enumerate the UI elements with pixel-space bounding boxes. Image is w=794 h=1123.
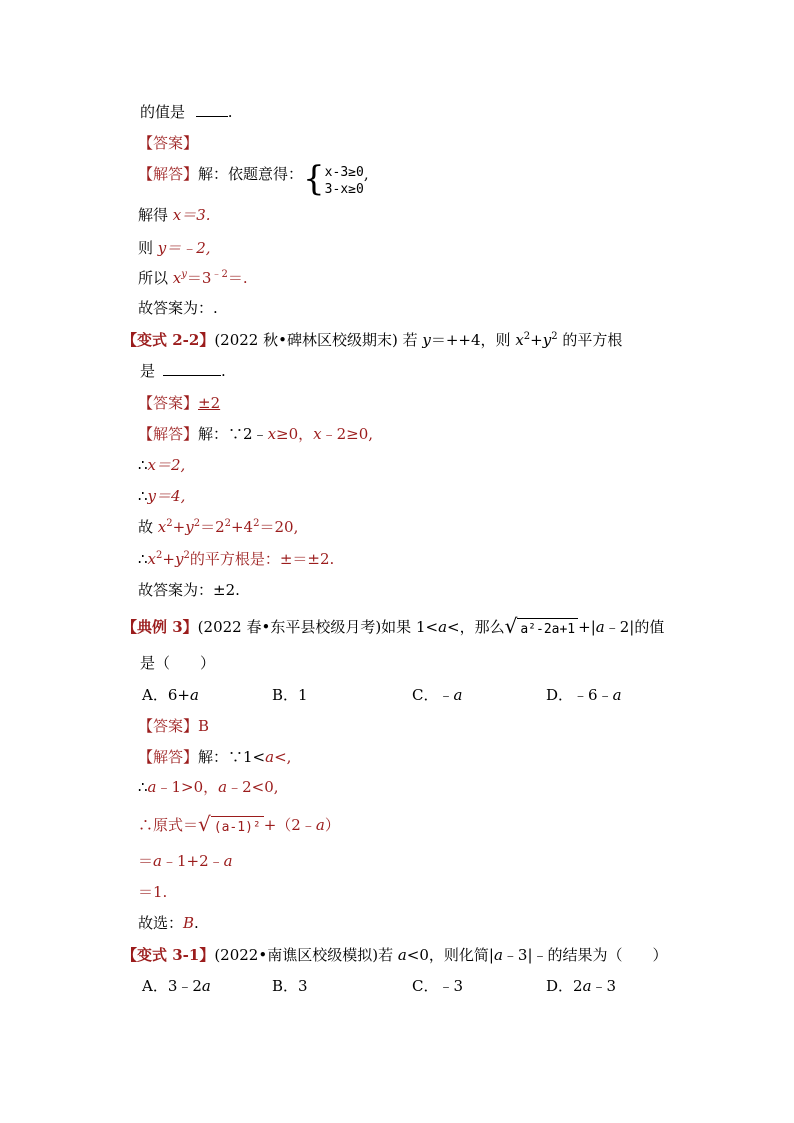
expr: ＝2 — [200, 518, 225, 536]
choice-label: B．1 — [272, 686, 308, 704]
var: a — [397, 946, 407, 964]
choice-c — [412, 685, 462, 705]
period: . — [227, 103, 233, 121]
solution-step — [138, 205, 211, 225]
solution-line — [138, 159, 369, 199]
solution-text: 解：依题意得： — [198, 165, 304, 183]
var: a — [201, 977, 211, 995]
problem-tag: 【变式 2-2】 — [122, 331, 215, 349]
exp: 2 — [224, 518, 231, 529]
problem-continuation — [140, 361, 226, 381]
solution-step: ＝1. — [138, 883, 168, 901]
final-answer: 故答案为：±2. — [138, 581, 240, 599]
expr: ﹣1>0， — [156, 778, 219, 796]
problem-source: (2022•南谯区校级模拟) — [214, 946, 379, 964]
expr: x＝2, — [147, 456, 186, 474]
q: 如果 1< — [381, 618, 439, 636]
text: 是 — [140, 362, 156, 380]
expr: +4 — [230, 518, 254, 536]
therefore: ∴ — [138, 456, 148, 474]
ineq-row-2: 3-x≥0 — [324, 182, 364, 197]
exp: 2 — [183, 550, 190, 561]
op: + — [172, 518, 186, 536]
var: x — [157, 518, 167, 536]
choice-label: D．﹣6﹣ — [546, 686, 613, 704]
choice-d — [546, 976, 616, 996]
choice-a — [142, 976, 211, 996]
q: 若 — [397, 331, 423, 349]
var: y — [185, 518, 194, 536]
sqrt-expression: √ a²-2a+1 — [505, 616, 579, 640]
text: ≥0， — [276, 425, 314, 443]
text: 故选： — [138, 914, 184, 932]
exp: 2 — [166, 518, 173, 529]
expr: ﹣2<0, — [227, 778, 279, 796]
comma: , — [363, 165, 369, 183]
var: a — [218, 778, 228, 796]
inequality-system — [325, 164, 364, 198]
var: a — [315, 816, 325, 834]
choice-label: A．3﹣2 — [142, 977, 202, 995]
choice-label: B．3 — [272, 977, 308, 995]
exp: 2 — [523, 331, 531, 342]
expr: y＝4, — [147, 487, 186, 505]
radicand: (a-1)² — [211, 816, 264, 838]
var: y — [542, 331, 552, 349]
answer-label: 【答案】 — [138, 134, 199, 152]
var: a — [453, 686, 463, 704]
fill-blank — [196, 102, 228, 117]
choice-label: C．﹣3 — [412, 977, 464, 995]
problem-source: (2022 秋•碑林区校级期末) — [214, 331, 398, 349]
expr: +（2﹣ — [263, 816, 316, 834]
answer-label: 【答案】 — [138, 394, 199, 412]
exp: ﹣2 — [211, 269, 228, 280]
radicand: a²-2a+1 — [517, 618, 578, 640]
solution-label: 【解答】 — [138, 425, 199, 443]
exp: 2 — [156, 550, 163, 561]
q: <0，则化简| — [406, 946, 494, 964]
q: ＝++4，则 — [430, 331, 516, 349]
solution-step — [138, 268, 248, 288]
var: x — [515, 331, 524, 349]
expr: ＝20, — [259, 518, 299, 536]
op: + — [162, 550, 175, 568]
text: 解：∵2﹣ — [198, 425, 268, 443]
op: + — [530, 331, 543, 349]
solution-step — [138, 814, 340, 838]
var: a — [223, 852, 233, 870]
solution-step — [138, 486, 185, 506]
var: a — [438, 618, 448, 636]
solution-label: 【解答】 — [138, 165, 199, 183]
answer-value: B — [198, 717, 210, 735]
expr: ﹣1+2﹣ — [161, 852, 224, 870]
solution-line — [138, 747, 291, 767]
var: a — [265, 748, 275, 766]
var: a — [595, 618, 605, 636]
answer-line — [138, 393, 220, 413]
problem-variant-2-2 — [122, 330, 622, 350]
solution-step — [138, 238, 211, 258]
brace: { — [303, 159, 325, 199]
problem-variant-3-1 — [122, 945, 668, 965]
text: 解：∵1< — [198, 748, 266, 766]
text: <, — [274, 748, 292, 766]
var: a — [612, 686, 622, 704]
exp: 2 — [253, 518, 260, 529]
sqrt-expression: √ (a-1)² — [198, 814, 264, 838]
period: . — [221, 362, 226, 380]
step-pre: 则 — [138, 239, 158, 257]
text: ﹣2≥0, — [321, 425, 374, 443]
solution-step — [138, 517, 298, 537]
var: x — [147, 550, 157, 568]
choice-b — [272, 685, 308, 705]
q: ﹣2|的值 — [604, 618, 665, 636]
answer-blank-line — [140, 102, 233, 122]
solution-step — [138, 455, 185, 475]
expr: ＝3 — [186, 269, 212, 287]
choice-tail: ﹣3 — [591, 977, 617, 995]
q: ﹣3|﹣的结果为（ ） — [502, 946, 668, 964]
choice-label: C．﹣ — [412, 686, 454, 704]
expr: ＝. — [227, 269, 248, 287]
problem-continuation: 是（ ） — [140, 654, 216, 672]
exp: y — [181, 269, 187, 280]
problem-example-3 — [122, 616, 664, 640]
q: +| — [578, 618, 596, 636]
exp: 2 — [193, 518, 201, 529]
period: . — [194, 914, 199, 932]
choice-label: D．2 — [546, 977, 583, 995]
var: a — [147, 778, 157, 796]
step-expr: x＝3. — [172, 206, 211, 224]
var: x — [172, 269, 182, 287]
choice-a — [142, 685, 199, 705]
text: 故 — [138, 518, 158, 536]
expr: ＝ — [138, 852, 154, 870]
var: a — [582, 977, 592, 995]
choice-b — [272, 976, 308, 996]
ineq-row-1: x-3≥0 — [324, 165, 364, 180]
var: x — [313, 425, 322, 443]
var: a — [189, 686, 199, 704]
answer-label: 【答案】 — [138, 717, 199, 735]
answer-value: B — [183, 914, 195, 932]
solution-label: 【解答】 — [138, 748, 199, 766]
problem-tag: 【变式 3-1】 — [122, 946, 215, 964]
therefore: ∴ — [138, 778, 148, 796]
fill-blank — [163, 361, 221, 376]
exp: 2 — [551, 331, 558, 342]
therefore: ∴ — [138, 550, 148, 568]
text: 的值是 — [140, 103, 186, 121]
solution-step — [138, 851, 233, 871]
var: y — [422, 331, 431, 349]
solution-line — [138, 424, 373, 444]
var: y — [174, 550, 184, 568]
final-answer: 故答案为：. — [138, 299, 218, 317]
choice-c — [412, 976, 463, 996]
step-pre: 解得 — [138, 206, 173, 224]
expr: 的平方根是：±＝±2. — [189, 550, 335, 568]
step-pre: 所以 — [138, 269, 173, 287]
choice-d — [546, 685, 622, 705]
expr: ） — [324, 816, 340, 834]
choice-label: A．6+ — [142, 686, 190, 704]
final-answer — [138, 913, 199, 933]
answer-value: ±2 — [198, 394, 221, 412]
text: ∴原式＝ — [138, 816, 199, 834]
solution-step — [138, 777, 279, 797]
problem-source: (2022 春•东平县校级月考) — [197, 618, 382, 636]
q: 若 — [378, 946, 398, 964]
var: a — [153, 852, 162, 870]
answer-line — [138, 716, 209, 736]
q: 的平方根 — [557, 331, 623, 349]
therefore: ∴ — [138, 487, 148, 505]
step-expr: y＝﹣2, — [157, 239, 211, 257]
q: <，那么 — [447, 618, 505, 636]
problem-tag: 【典例 3】 — [122, 618, 198, 636]
var: a — [493, 946, 503, 964]
var: x — [267, 425, 277, 443]
solution-step — [138, 549, 334, 569]
